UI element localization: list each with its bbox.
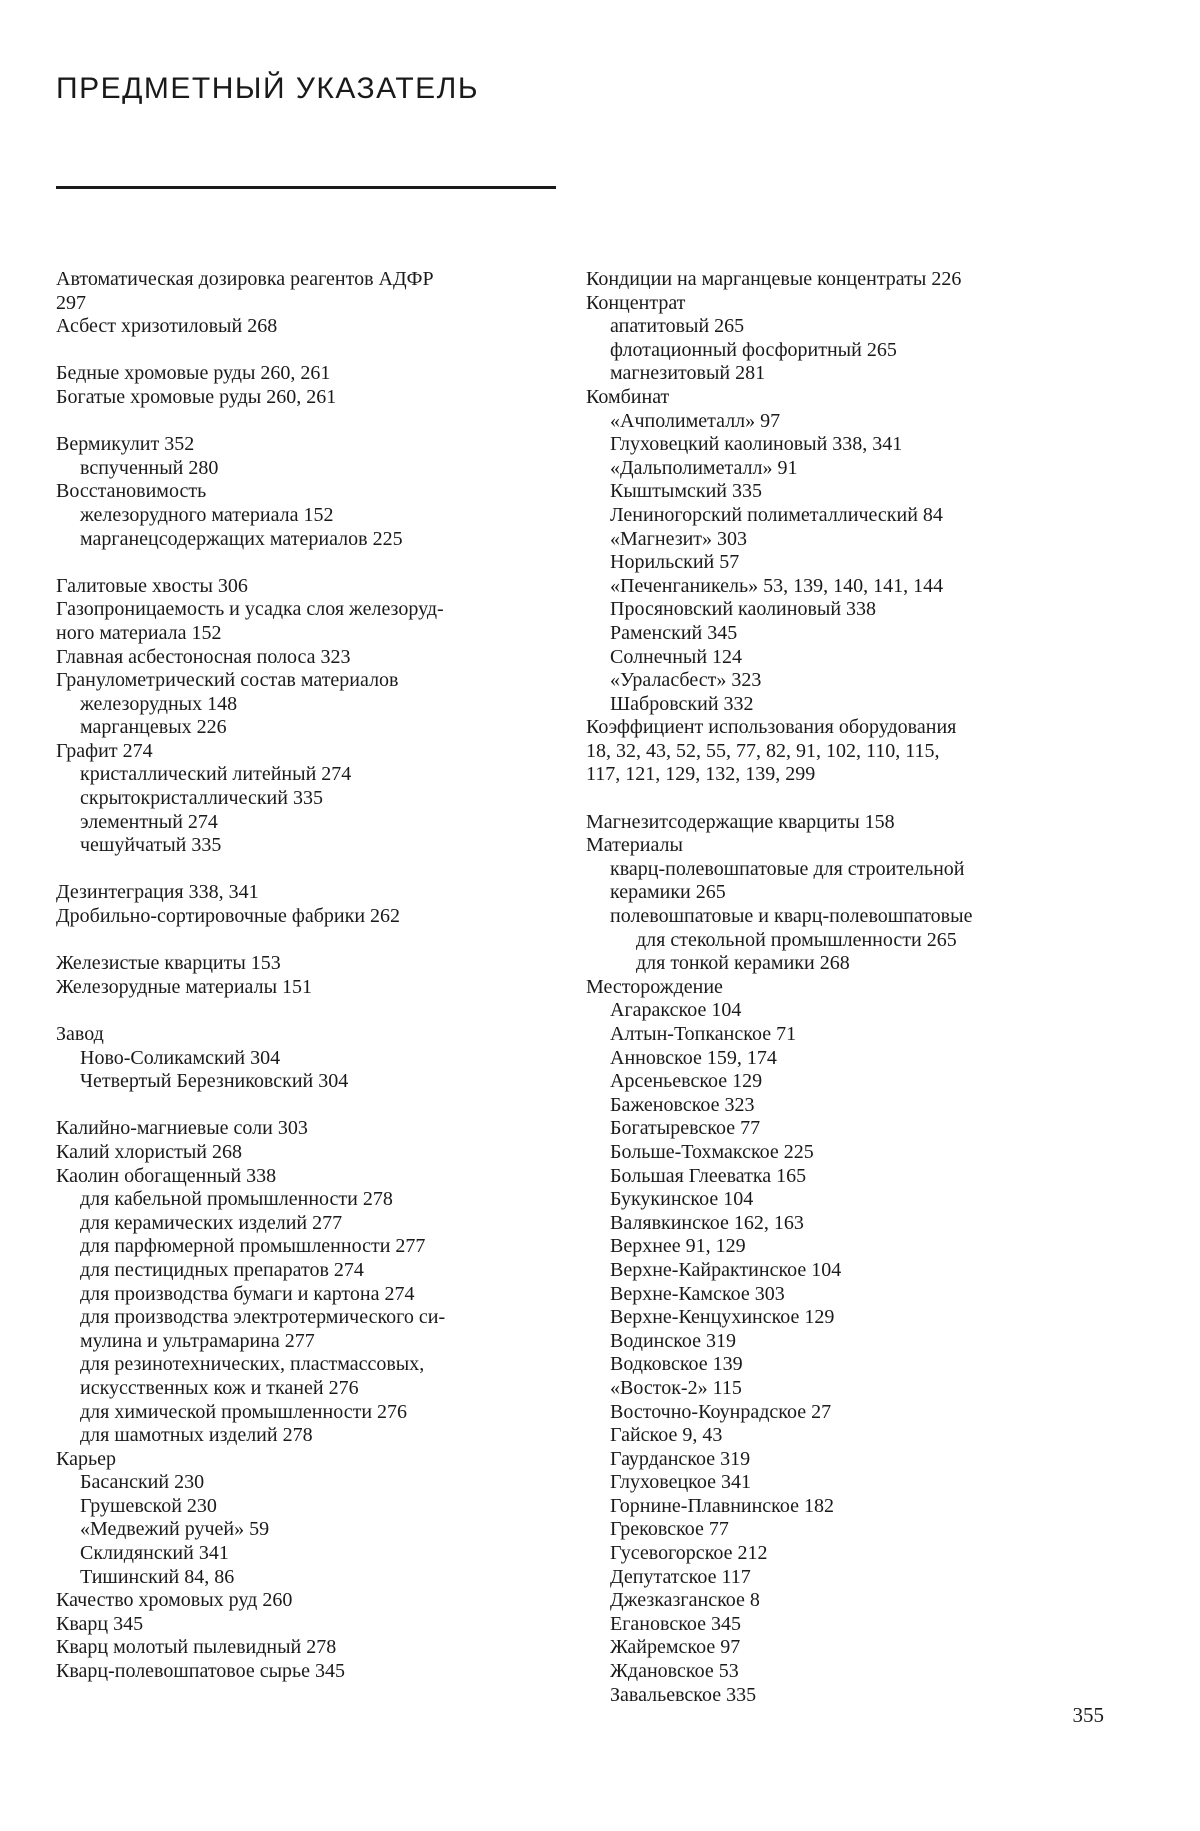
index-subentry: Басанский 230: [80, 1471, 205, 1494]
index-entry: Материалы: [586, 834, 683, 857]
index-subentry: Грековское 77: [610, 1518, 729, 1541]
index-subentry: Тишинский 84, 86: [80, 1565, 235, 1588]
index-entry: Калий хлористый 268: [56, 1140, 242, 1163]
index-entry: Галитовые хвосты 306: [56, 574, 248, 597]
index-subentry: апатитовый 265: [610, 315, 745, 338]
index-gap: [56, 1094, 568, 1118]
index-subentry: «Восток-2» 115: [610, 1376, 742, 1399]
index-entry: Месторождение: [586, 975, 723, 998]
index-subentry: Баженовское 323: [610, 1093, 755, 1116]
index-entry: Кварц 345: [56, 1612, 144, 1635]
index-subentry: для кабельной промышленности 278: [80, 1188, 393, 1211]
page-title: ПРЕДМЕТНЫЙ УКАЗАТЕЛЬ: [56, 72, 480, 105]
index-subentry: флотационный фосфоритный 265: [610, 338, 897, 361]
index-entry: Восстановимость: [56, 480, 207, 503]
index-subentry: Восточно-Коунрадское 27: [610, 1400, 832, 1423]
index-subentry: кварц-полевошпатовые для строительной: [610, 857, 965, 880]
index-entry: Завод: [56, 1023, 104, 1045]
index-gap: [586, 787, 1091, 811]
index-entry: Калийно-магниевые соли 303: [56, 1117, 308, 1140]
index-gap: [56, 339, 568, 363]
index-entry-continuation: 297: [56, 291, 86, 314]
index-subentry: Верхне-Камское 303: [610, 1282, 785, 1305]
index-subentry: «Ураласбест» 323: [610, 669, 762, 692]
index-subentry: Норильский 57: [610, 551, 740, 574]
index-entry: Дезинтеграция 338, 341: [56, 881, 259, 904]
index-entry: Железорудные материалы 151: [56, 975, 313, 998]
index-subentry: Гаурданское 319: [610, 1447, 751, 1470]
index-subentry: Верхне-Кенцухинское 129: [610, 1306, 835, 1329]
index-subentry: вспученный 280: [80, 456, 219, 479]
index-entry: Кварц-полевошпатовое сырье 345: [56, 1660, 346, 1683]
index-subentry: для производства электротермического си-: [80, 1306, 446, 1329]
index-entry: Газопроницаемость и усадка слоя железоруд-: [56, 598, 444, 621]
index-subentry: для резинотехнических, пластмассовых,: [80, 1353, 425, 1376]
index-subentry: Лениногорский полиметаллический 84: [610, 503, 943, 526]
index-subentry: Завальевское 335: [610, 1683, 757, 1706]
index-subentry: для химической промышленности 276: [80, 1400, 408, 1423]
index-subentry: Гайское 9, 43: [610, 1424, 723, 1447]
index-subentry: марганцевых 226: [80, 716, 227, 739]
index-subentry: для пестицидных препаратов 274: [80, 1258, 364, 1281]
index-subentry: «Магнезит» 303: [610, 527, 748, 550]
index-subentry: Букукинское 104: [610, 1188, 754, 1211]
index-subentry: чешуйчатый 335: [80, 834, 222, 857]
index-entry: Комбинат: [586, 385, 670, 408]
index-subentry: «Дальполиметалл» 91: [610, 456, 798, 479]
index-subentry: элементный 274: [80, 810, 218, 833]
index-subentry: Гусевогорское 212: [610, 1542, 768, 1565]
index-subentry: «Печенганикель» 53, 139, 140, 141, 144: [610, 574, 944, 597]
index-subentry: для стекольной промышленности 265: [636, 928, 957, 951]
index-subentry: кристаллический литейный 274: [80, 763, 352, 786]
index-subentry: железорудных 148: [80, 692, 238, 715]
index-subentry: Большая Глееватка 165: [610, 1164, 807, 1187]
index-subentry: керамики 265: [610, 881, 726, 904]
index-subentry: для керамических изделий 277: [80, 1211, 343, 1234]
index-subentry: Водинское 319: [610, 1329, 737, 1352]
index-entry: Концентрат: [586, 291, 686, 314]
title-divider: [56, 186, 556, 189]
index-subentry: для тонкой керамики 268: [636, 952, 850, 975]
index-entry: Магнезитсодержащие кварциты 158: [586, 810, 895, 833]
index-subentry: Просяновский каолиновый 338: [610, 598, 877, 621]
index-subentry: Склидянский 341: [80, 1542, 229, 1565]
index-entry: Коэффициент использования оборудования: [586, 716, 957, 739]
index-subentry: скрытокристаллический 335: [80, 787, 323, 810]
index-subentry: Валявкинское 162, 163: [610, 1211, 804, 1234]
index-subentry: Богатыревское 77: [610, 1117, 761, 1140]
index-entry: Главная асбестоносная полоса 323: [56, 645, 351, 668]
index-subentry: Алтын-Топканское 71: [610, 1023, 797, 1045]
index-subentry: для шамотных изделий 278: [80, 1424, 313, 1447]
index-subentry: Глуховецкое 341: [610, 1471, 752, 1494]
index-column-left: [56, 268, 568, 1684]
index-subentry: Солнечный 124: [610, 645, 743, 668]
index-entry: Богатые хромовые руды 260, 261: [56, 385, 337, 408]
index-entry: Каолин обогащенный 338: [56, 1164, 277, 1187]
index-subentry: мулина и ультрамарина 277: [80, 1329, 315, 1352]
index-entry: Графит 274: [56, 739, 153, 762]
index-subentry: Раменский 345: [610, 621, 738, 644]
index-subentry: Больше-Тохмакское 225: [610, 1140, 814, 1163]
index-subentry: Кыштымский 335: [610, 480, 763, 503]
index-entry-continuation: ного материала 152: [56, 621, 222, 644]
index-entry-continuation: 18, 32, 43, 52, 55, 77, 82, 91, 102, 110, 115,: [586, 739, 940, 762]
index-subentry: полевошпатовые и кварц-полевошпатовые: [610, 905, 973, 928]
index-gap: [56, 551, 568, 575]
index-subentry: Глуховецкий каолиновый 338, 341: [610, 433, 903, 456]
index-subentry: «Ачполиметалл» 97: [610, 409, 781, 432]
index-entry: Кварц молотый пылевидный 278: [56, 1636, 337, 1659]
index-subentry: Ждановское 53: [610, 1660, 739, 1683]
index-subentry: Верхне-Кайрактинское 104: [610, 1258, 842, 1281]
index-subentry: Ново-Соликамский 304: [80, 1046, 281, 1069]
index-subentry: Егановское 345: [610, 1612, 742, 1635]
index-gap: [56, 410, 568, 434]
index-entry-continuation: 117, 121, 129, 132, 139, 299: [586, 763, 816, 786]
index-gap: [56, 858, 568, 882]
index-subentry: Джезказганское 8: [610, 1589, 760, 1612]
index-subentry: железорудного материала 152: [80, 503, 334, 526]
index-subentry: искусственных кож и тканей 276: [80, 1376, 359, 1399]
index-subentry: Анновское 159, 174: [610, 1046, 777, 1069]
index-subentry: для парфюмерной промышленности 277: [80, 1235, 426, 1258]
index-subentry: Грушевской 230: [80, 1494, 217, 1517]
index-subentry: марганецсодержащих материалов 225: [80, 527, 403, 550]
index-subentry: Депутатское 117: [610, 1565, 751, 1588]
index-subentry: магнезитовый 281: [610, 362, 766, 385]
index-entry: Гранулометрический состав материалов: [56, 669, 399, 692]
index-subentry: Верхнее 91, 129: [610, 1235, 746, 1258]
index-entry: Качество хромовых руд 260: [56, 1589, 293, 1612]
index-entry: Карьер: [56, 1447, 116, 1470]
index-entry: Вермикулит 352: [56, 433, 195, 456]
index-subentry: Горнине-Плавнинское 182: [610, 1494, 835, 1517]
index-subentry: «Медвежий ручей» 59: [80, 1518, 270, 1541]
index-subentry: Водковское 139: [610, 1353, 743, 1376]
index-entry: Бедные хромовые руды 260, 261: [56, 362, 331, 385]
index-entry: Дробильно-сортировочные фабрики 262: [56, 905, 401, 928]
index-entry: Асбест хризотиловый 268: [56, 315, 278, 338]
index-entry: Железистые кварциты 153: [56, 952, 281, 975]
index-subentry: Арсеньевское 129: [610, 1070, 763, 1093]
index-subentry: Шабровский 332: [610, 692, 754, 715]
index-entry: Автоматическая дозировка реагентов АДФР: [56, 268, 434, 290]
index-subentry: Жайремское 97: [610, 1636, 741, 1659]
index-gap: [56, 999, 568, 1023]
page-number: 355: [1072, 1703, 1104, 1727]
index-column-right: [586, 268, 1091, 1707]
index-subentry: Четвертый Березниковский 304: [80, 1070, 349, 1093]
index-subentry: для производства бумаги и картона 274: [80, 1282, 415, 1305]
index-subentry: Агаракское 104: [610, 999, 742, 1022]
index-entry: Кондиции на марганцевые концентраты 226: [586, 268, 962, 290]
index-gap: [56, 929, 568, 953]
